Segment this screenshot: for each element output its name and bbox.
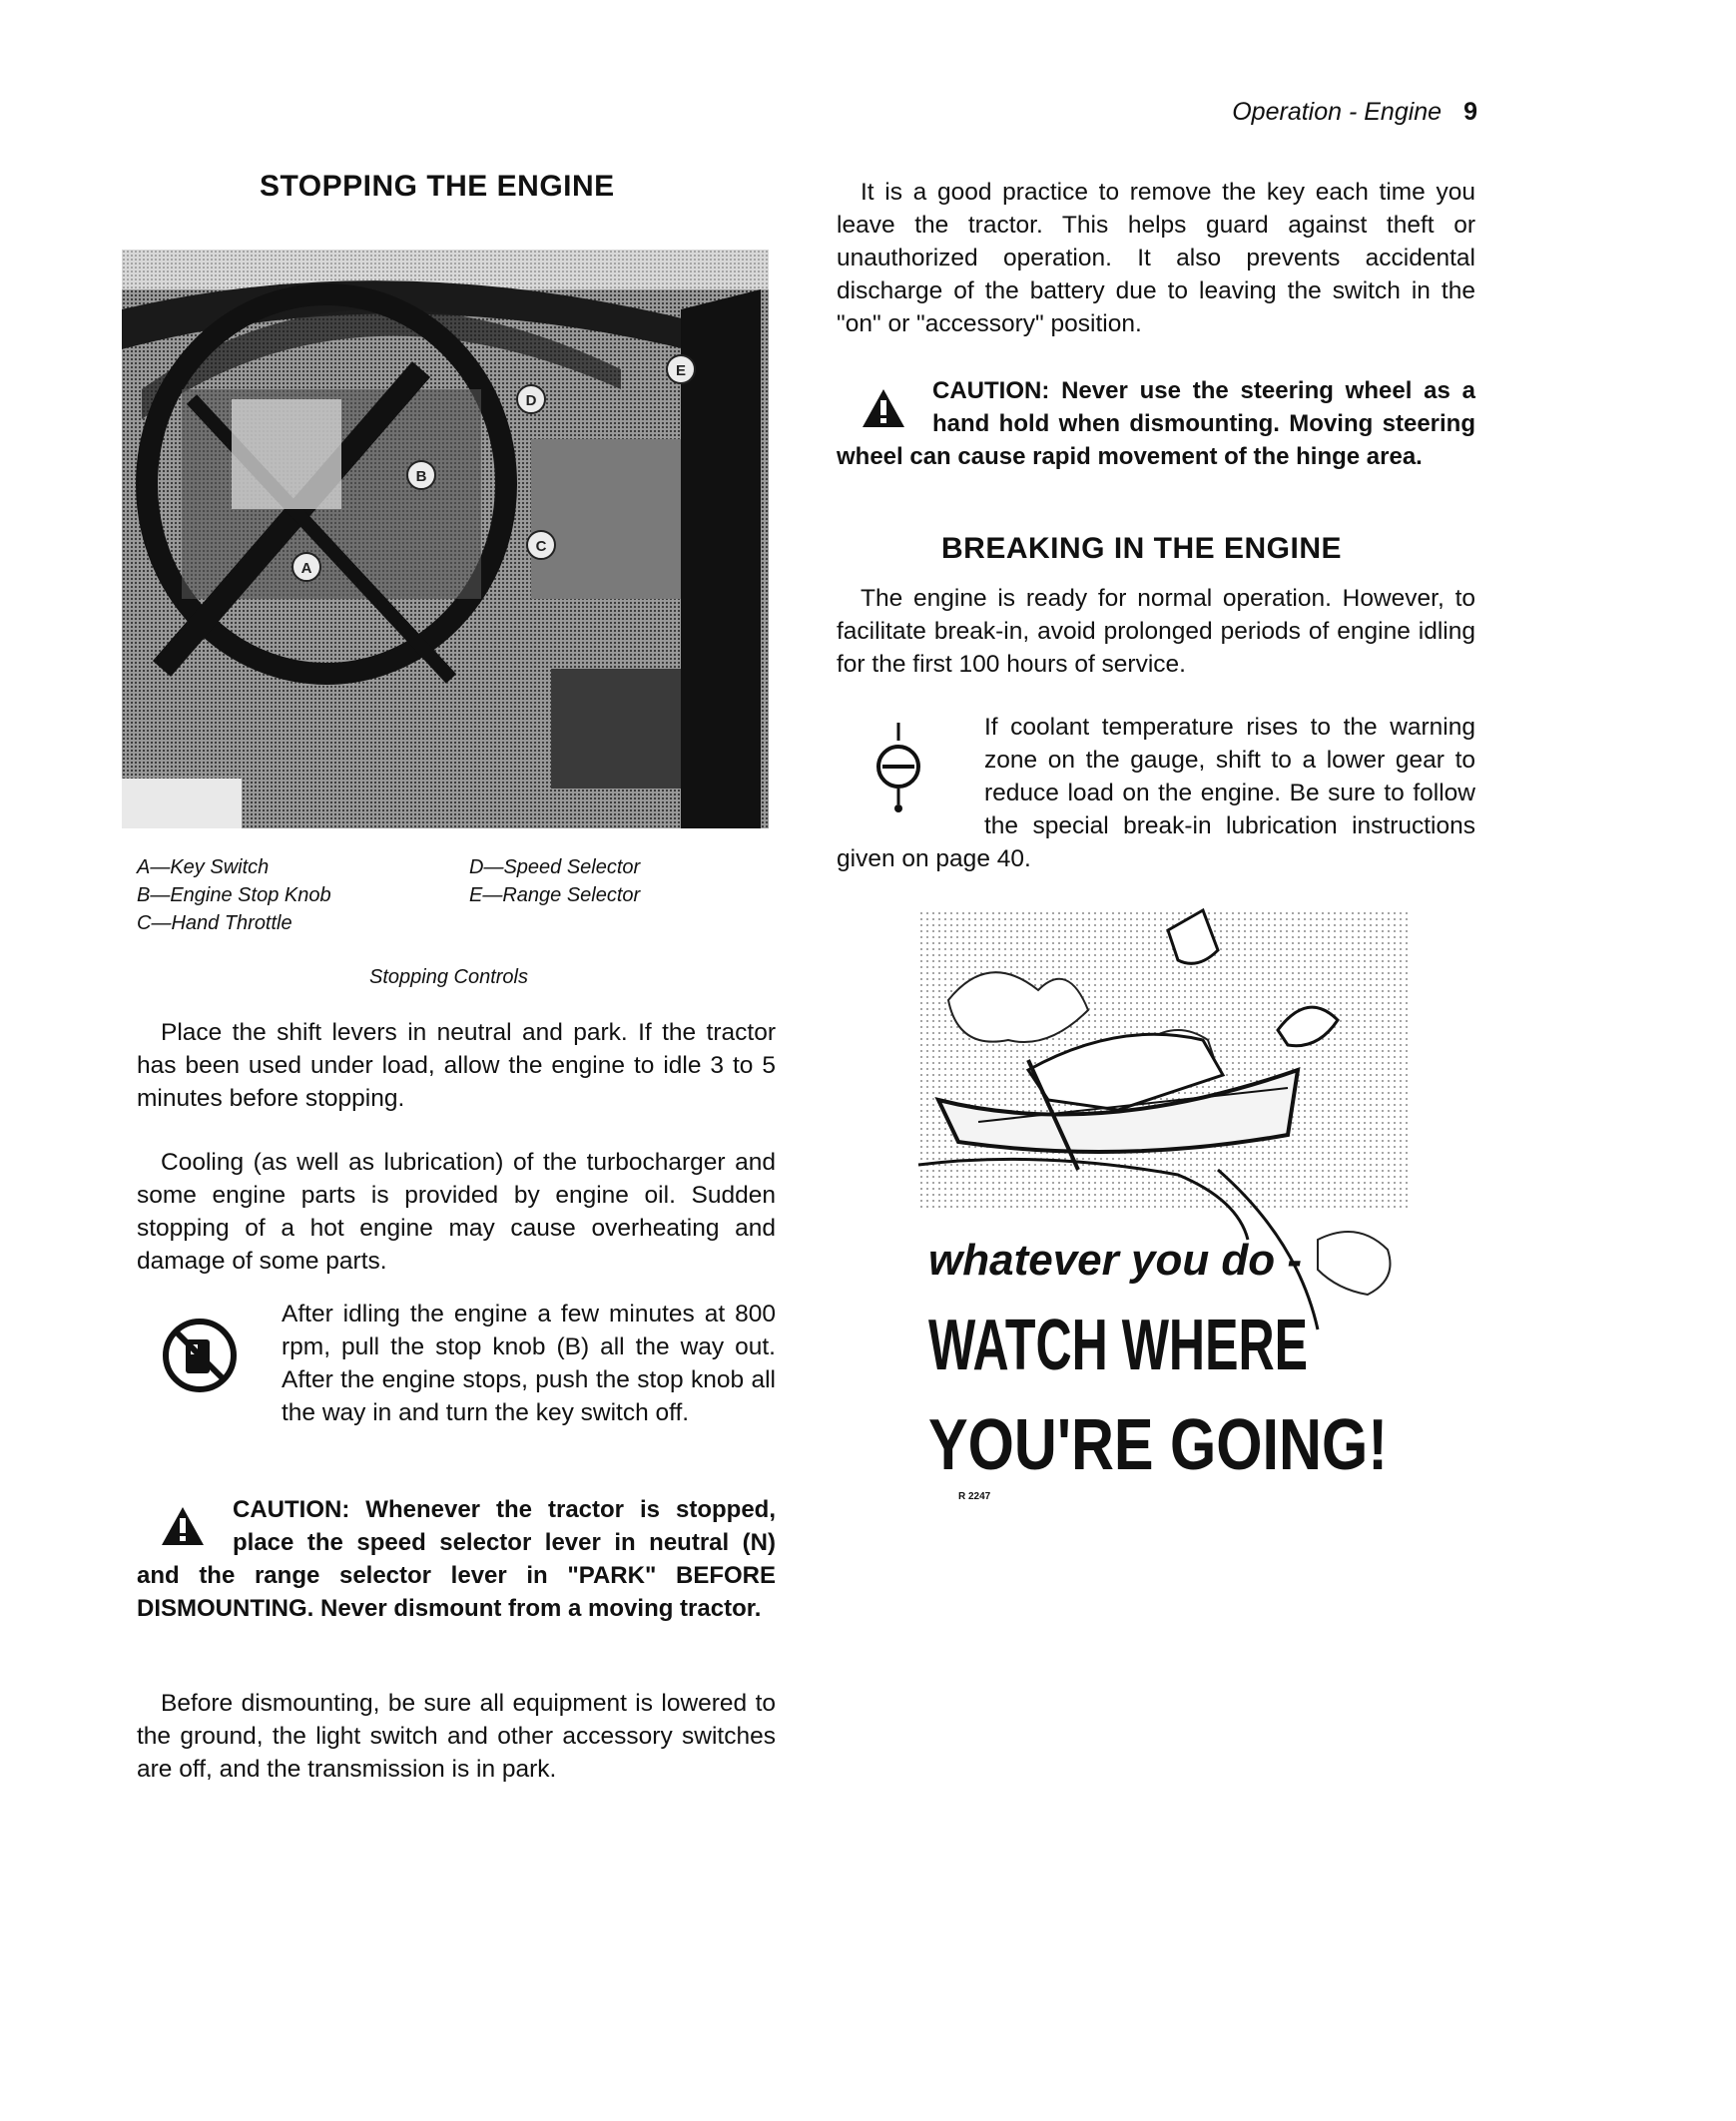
- callout-e: E: [675, 362, 687, 379]
- page-number: 9: [1463, 98, 1477, 126]
- page-header: [1178, 98, 1477, 127]
- stopping-engine-title: STOPPING THE ENGINE: [260, 170, 615, 203]
- paragraph-with-icon: [137, 1298, 776, 1429]
- paragraph: Place the shift levers in neutral and park. If the tractor has been used under load, allow the engine to idle 3 to 5 minutes before stopping.: [137, 1019, 776, 1112]
- paragraph: Cooling (as well as lubrication) of the turbocharger and some engine parts is provided by engine oil. Sudden stopping of a hot engine may cause overheating and damage of some parts.: [137, 1149, 776, 1275]
- paragraph: The engine is ready for normal operation. However, to facilitate break-in, avoid prolonged periods of engine idling for the first 100 hours of service.: [837, 585, 1475, 678]
- paragraph-with-icon: [837, 711, 1475, 875]
- paragraph-text: After idling the engine a few minutes at 800 rpm, pull the stop knob (B) all the way out. After the engine stops, push the stop knob all the way in and turn the key switch off.: [282, 1301, 776, 1426]
- legend-item: E—Range Selector: [469, 884, 641, 906]
- photo-caption: Stopping Controls: [369, 966, 528, 988]
- callout-d: D: [525, 392, 537, 409]
- cartoon-line3: YOU'RE GOING!: [928, 1405, 1388, 1485]
- section-title: Operation - Engine: [1232, 98, 1443, 126]
- legend-item: C—Hand Throttle: [137, 912, 292, 934]
- callout-b: B: [415, 468, 427, 485]
- cartoon-line2: WATCH WHERE: [928, 1306, 1308, 1385]
- safety-cartoon: [918, 910, 1412, 1545]
- cartoon-line1: whatever you do -: [928, 1236, 1303, 1285]
- dashboard-photo: [122, 250, 769, 828]
- caution-text: CAUTION: Never use the steering wheel as a hand hold when dismounting. Moving steering wheel can cause rapid movement of the hinge area.: [837, 377, 1475, 470]
- legend-item: A—Key Switch: [137, 856, 270, 878]
- paragraph-text: If coolant temperature rises to the warning zone on the gauge, shift to a lower gear to reduce load on the engine. Be sure to follow the special break-in lubrication instructions given on page 40.: [837, 714, 1475, 872]
- legend-col2: [469, 853, 640, 909]
- caution-block: [137, 1493, 776, 1625]
- caution-block: [837, 374, 1475, 473]
- callout-c: C: [535, 538, 547, 555]
- paragraph: It is a good practice to remove the key each time you leave the tractor. This helps guard against theft or unauthorized operation. It also prevents accidental discharge of the battery due to leaving the switch in the "on" or "accessory" position.: [837, 179, 1475, 337]
- legend-item: B—Engine Stop Knob: [137, 884, 331, 906]
- paragraph: Before dismounting, be sure all equipment is lowered to the ground, the light switch and other accessory switches are off, and the transmission is in park.: [137, 1690, 776, 1783]
- caution-text: CAUTION: Whenever the tractor is stopped, place the speed selector lever in neutral (N) and the range selector lever in "PARK" BEFORE DISMOUNTING. Never dismount from a moving tractor.: [137, 1496, 776, 1622]
- cartoon-code: R 2247: [958, 1491, 991, 1502]
- legend-col1: [137, 853, 331, 937]
- callout-a: A: [300, 560, 312, 577]
- legend-item: D—Speed Selector: [469, 856, 641, 878]
- breaking-in-title: BREAKING IN THE ENGINE: [941, 532, 1343, 565]
